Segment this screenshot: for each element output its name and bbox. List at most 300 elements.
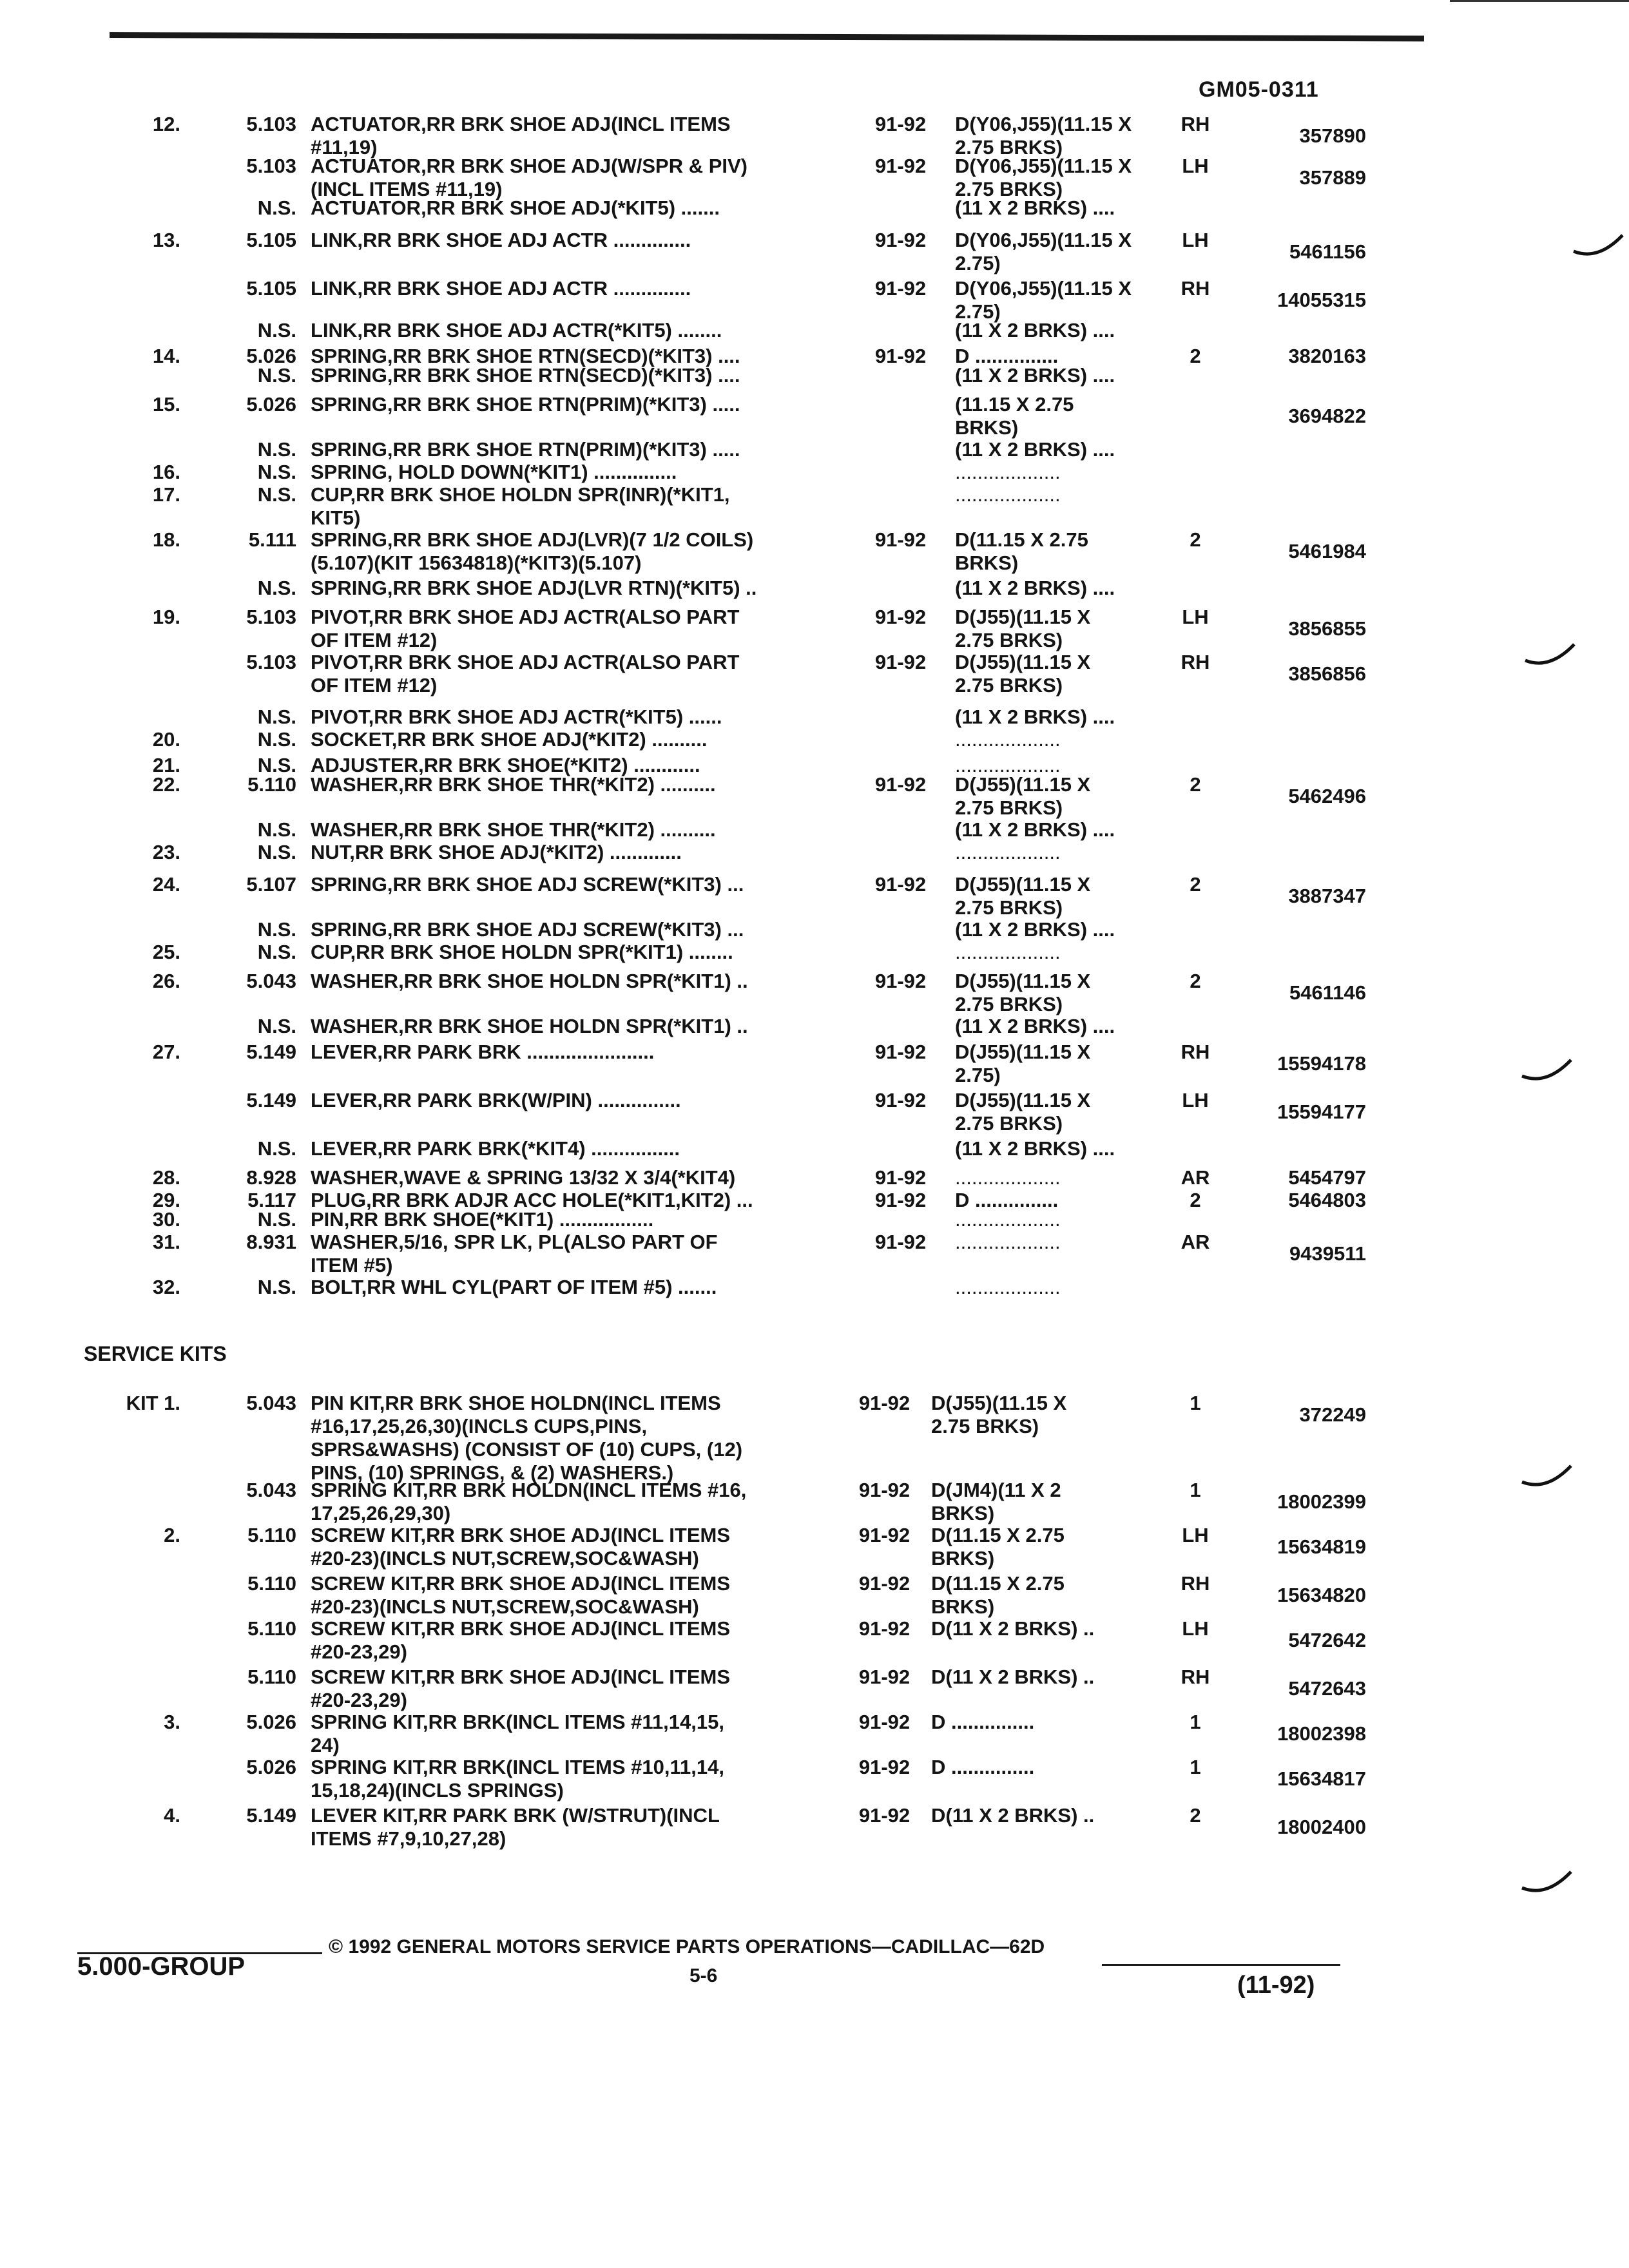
part-name: SPRING: [311, 438, 387, 461]
group-number: 5.043: [246, 1392, 296, 1414]
part-name: NUT: [311, 841, 350, 863]
header-rule: [110, 32, 1424, 41]
model-years: 91-92: [858, 1479, 911, 1501]
binder-mark: [1521, 1057, 1572, 1089]
quantity: RH: [1181, 1666, 1210, 1688]
quantity: RH: [1181, 651, 1210, 673]
quantity: RH: [1181, 1572, 1210, 1595]
usage: [955, 818, 1190, 841]
part-detail: ,RR PARK BRK(*KIT4) ................: [377, 1137, 680, 1160]
part-number: 9439511: [1289, 1242, 1366, 1265]
usage: [955, 277, 1190, 323]
description-line: (INCL ITEMS #11,19): [311, 178, 503, 200]
usage-line-1: D(J55)(11.15 X: [931, 1392, 1067, 1414]
usage-line-1: D ...............: [931, 1711, 1035, 1733]
description-line-1: [311, 1804, 865, 1827]
part-detail: ,RR PARK BRK(W/PIN) ...............: [377, 1089, 681, 1111]
description-line-1: [311, 606, 865, 629]
group-number: 5.026: [246, 393, 296, 416]
description: [311, 706, 865, 729]
usage-line-1: D ...............: [955, 1189, 1059, 1211]
usage: [931, 1392, 1166, 1438]
usage-line-2: BRKS): [931, 1547, 995, 1570]
usage: [955, 229, 1190, 275]
description-line: ITEMS #7,9,10,27,28): [311, 1827, 506, 1850]
quantity: 2: [1190, 1804, 1201, 1827]
description: [311, 113, 865, 159]
usage-line-2: 2.75 BRKS): [931, 1415, 1039, 1437]
part-name: WASHER: [311, 818, 399, 841]
group-number: N.S.: [257, 1015, 296, 1037]
description-line: KIT5): [311, 506, 361, 529]
model-years: 91-92: [874, 606, 927, 628]
part-name: CUP: [311, 483, 351, 506]
quantity: AR: [1181, 1166, 1210, 1189]
usage-line-1: ...................: [955, 1208, 1061, 1231]
part-number: 5472642: [1288, 1629, 1366, 1651]
part-number: 5462496: [1288, 785, 1366, 807]
part-name: WASHER: [311, 1015, 399, 1037]
description-line-1: [311, 1041, 865, 1064]
group-number: 5.110: [247, 773, 296, 796]
description-line-1: [311, 229, 865, 252]
description-line-1: [311, 1137, 865, 1160]
part-detail: , HOLD DOWN(*KIT1) ...............: [387, 461, 677, 483]
group-number: N.S.: [257, 706, 296, 728]
part-name: LINK: [311, 229, 358, 251]
part-name: SCREW KIT: [311, 1524, 421, 1546]
part-detail: ,RR BRK SHOE ADJ(W/SPR & PIV): [421, 155, 748, 177]
description-line-1: [311, 277, 865, 300]
group-number: 5.103: [246, 113, 296, 135]
model-years: 91-92: [874, 1231, 927, 1253]
description: [311, 1756, 865, 1802]
part-detail: ,RR BRK SHOE HOLDN(INCL ITEMS: [379, 1392, 721, 1414]
usage: [931, 1617, 1166, 1640]
model-years: 91-92: [874, 1089, 927, 1111]
quantity: RH: [1181, 113, 1210, 135]
service-kits-title: SERVICE KITS: [84, 1342, 227, 1365]
group-number: N.S.: [257, 918, 296, 941]
usage-line-1: D(JM4)(11 X 2: [931, 1479, 1061, 1501]
quantity: LH: [1182, 1089, 1209, 1111]
description: [311, 841, 865, 864]
description-line-1: [311, 1572, 865, 1595]
part-detail: ,RR BRK SHOE ADJ(*KIT2) ..........: [391, 728, 708, 751]
group-number: 5.043: [246, 970, 296, 992]
description: [311, 773, 865, 796]
usage-line-2: 2.75): [955, 300, 1001, 323]
model-years: 91-92: [858, 1617, 911, 1640]
description-line-1: [311, 1479, 865, 1502]
part-detail: ,WAVE & SPRING 13/32 X 3/4(*KIT4): [398, 1166, 736, 1189]
usage: [931, 1756, 1166, 1779]
description: [311, 1711, 865, 1757]
part-detail: ,RR PARK BRK (W/STRUT)(INCL: [412, 1804, 720, 1827]
item-number: 22.: [152, 773, 180, 796]
group-number: 5.026: [246, 1756, 296, 1778]
part-name: LEVER KIT: [311, 1804, 413, 1827]
model-years: 91-92: [874, 1189, 927, 1211]
item-number: 27.: [152, 1041, 180, 1063]
usage: [955, 393, 1190, 439]
usage: [931, 1479, 1166, 1525]
model-years: 91-92: [858, 1572, 911, 1595]
usage-line-2: BRKS): [955, 552, 1019, 574]
usage-line-2: 2.75 BRKS): [955, 993, 1063, 1015]
description: [311, 364, 865, 387]
model-years: 91-92: [858, 1666, 911, 1688]
part-number: 5464803: [1288, 1189, 1366, 1211]
part-detail: ,RR BRK SHOE ADJ ACTR(*KIT5) ........: [357, 319, 722, 341]
description-line-1: [311, 319, 865, 342]
group-number: 8.931: [246, 1231, 296, 1253]
usage-line-1: (11.15 X 2.75: [955, 393, 1074, 416]
part-name: ADJUSTER: [311, 754, 419, 776]
item-number: 2.: [164, 1524, 180, 1546]
part-detail: ,RR BRK SHOE ADJ(INCL ITEMS: [420, 1617, 731, 1640]
quantity: LH: [1182, 229, 1209, 251]
usage-line-1: ...................: [955, 841, 1061, 863]
usage: [955, 528, 1190, 575]
description-line: 24): [311, 1734, 340, 1756]
usage-line-1: D(11.15 X 2.75: [931, 1572, 1065, 1595]
item-number: 21.: [152, 754, 180, 776]
description: [311, 1479, 865, 1525]
usage-line-1: ...................: [955, 483, 1061, 506]
part-number: 18002400: [1277, 1816, 1366, 1838]
quantity: 1: [1190, 1711, 1201, 1733]
group-number: 5.105: [246, 229, 296, 251]
part-detail: ,RR BRK SHOE ADJ(INCL ITEMS: [420, 1524, 731, 1546]
usage: [955, 706, 1190, 729]
group-number: N.S.: [257, 1208, 296, 1231]
group-number: 5.110: [247, 1666, 296, 1688]
usage-line-1: D(Y06,J55)(11.15 X: [955, 113, 1132, 135]
usage-line-1: (11 X 2 BRKS) ....: [955, 918, 1115, 941]
part-detail: ,RR BRK SHOE RTN(PRIM)(*KIT3) .....: [387, 393, 740, 416]
usage-line-1: D(Y06,J55)(11.15 X: [955, 229, 1132, 251]
usage: [955, 1137, 1190, 1160]
group-number: 5.043: [246, 1479, 296, 1501]
part-detail: ,RR BRK SHOE ADJ(LVR RTN)(*KIT5) ..: [387, 577, 757, 599]
usage-line-1: (11 X 2 BRKS) ....: [955, 818, 1115, 841]
model-years: 91-92: [874, 113, 927, 135]
description-line-1: [311, 1089, 865, 1112]
part-name: SPRING: [311, 364, 387, 387]
group-number: 5.149: [246, 1804, 296, 1827]
description-line-1: [311, 1231, 865, 1254]
usage-line-2: 2.75 BRKS): [955, 796, 1063, 819]
part-detail: ,RR BRK SHOE RTN(PRIM)(*KIT3) .....: [387, 438, 740, 461]
part-name: WASHER: [311, 1231, 399, 1253]
model-years: 91-92: [874, 651, 927, 673]
model-years: 91-92: [874, 873, 927, 896]
model-years: 91-92: [874, 1041, 927, 1063]
part-number: 5461146: [1289, 981, 1366, 1004]
part-detail: ,RR BRK SHOE ADJ SCREW(*KIT3) ...: [387, 918, 744, 941]
description-line-1: [311, 1276, 865, 1299]
part-number: 3856856: [1288, 662, 1366, 685]
description-line: OF ITEM #12): [311, 629, 438, 651]
group-number: N.S.: [257, 364, 296, 387]
group-number: 5.026: [246, 1711, 296, 1733]
description-line: OF ITEM #12): [311, 674, 438, 697]
quantity: AR: [1181, 1231, 1210, 1253]
usage: [955, 438, 1190, 461]
description: [311, 1208, 865, 1231]
description: [311, 1524, 865, 1570]
usage-line-2: 2.75 BRKS): [955, 178, 1063, 200]
description: [311, 277, 865, 300]
item-number: 12.: [152, 113, 180, 135]
group-number: N.S.: [257, 728, 296, 751]
model-years: 91-92: [858, 1756, 911, 1778]
description: [311, 528, 865, 575]
part-name: SPRING KIT: [311, 1479, 423, 1501]
part-detail: ,RR BRK SHOE ADJ(INCL ITEMS: [420, 1666, 731, 1688]
corner-rule: [1450, 0, 1629, 2]
part-number: 15634819: [1277, 1535, 1366, 1558]
description-line-1: [311, 1524, 865, 1547]
part-number: 18002399: [1277, 1490, 1366, 1513]
part-detail: ,RR BRK SHOE ADJ(*KIT2) .............: [349, 841, 682, 863]
group-number: N.S.: [257, 941, 296, 963]
quantity: 2: [1190, 345, 1201, 367]
part-name: LEVER: [311, 1089, 378, 1111]
group-number: 5.149: [246, 1089, 296, 1111]
description: [311, 319, 865, 342]
quantity: 2: [1190, 528, 1201, 551]
item-number: KIT 1.: [126, 1392, 180, 1414]
quantity: RH: [1181, 1041, 1210, 1063]
model-years: 91-92: [858, 1804, 911, 1827]
description-line-1: [311, 1756, 865, 1779]
binder-mark: [1521, 1463, 1572, 1495]
description-line: SPRS&WASHS) (CONSIST OF (10) CUPS, (12): [311, 1438, 743, 1461]
part-detail: ,RR BRK ADJR ACC HOLE(*KIT1,KIT2) ...: [366, 1189, 753, 1211]
usage-line-2: 2.75): [955, 1064, 1001, 1086]
part-detail: ,RR PARK BRK .......................: [377, 1041, 655, 1063]
quantity: LH: [1182, 1617, 1209, 1640]
usage: [931, 1572, 1166, 1619]
description-line-1: [311, 818, 865, 841]
usage: [955, 155, 1190, 201]
item-number: 31.: [152, 1231, 180, 1253]
usage: [955, 1089, 1190, 1135]
usage: [955, 1015, 1190, 1038]
part-number: 3694822: [1288, 405, 1366, 427]
description-line-1: [311, 155, 865, 178]
quantity: LH: [1182, 1524, 1209, 1546]
model-years: 91-92: [874, 345, 927, 367]
usage-line-1: D(11 X 2 BRKS) ..: [931, 1617, 1095, 1640]
item-number: 13.: [152, 229, 180, 251]
usage-line-1: (11 X 2 BRKS) ....: [955, 1015, 1115, 1037]
usage: [955, 1041, 1190, 1087]
part-detail: ,RR BRK SHOE RTN(SECD)(*KIT3) ....: [387, 364, 740, 387]
usage: [955, 319, 1190, 342]
description: [311, 606, 865, 652]
part-number: 5472643: [1288, 1677, 1366, 1700]
item-number: 25.: [152, 941, 180, 963]
description-line-1: [311, 651, 865, 674]
group-number: 5.149: [246, 1041, 296, 1063]
description-line-1: [311, 773, 865, 796]
item-number: 32.: [152, 1276, 180, 1298]
part-number: 15594177: [1277, 1100, 1366, 1123]
group-number: N.S.: [257, 1137, 296, 1160]
usage-line-1: ...................: [955, 754, 1061, 776]
part-number: 3856855: [1288, 617, 1366, 640]
group-number: 5.117: [247, 1189, 296, 1211]
description-line: #20-23,29): [311, 1689, 407, 1711]
quantity: 2: [1190, 1189, 1201, 1211]
usage-line-1: (11 X 2 BRKS) ....: [955, 364, 1115, 387]
usage: [931, 1524, 1166, 1570]
item-number: 24.: [152, 873, 180, 896]
part-name: SPRING KIT: [311, 1711, 423, 1733]
usage: [955, 841, 1190, 864]
description: [311, 1231, 865, 1277]
footer-group-label: 5.000-GROUP: [77, 1952, 246, 1981]
description-line-1: [311, 873, 865, 896]
usage: [955, 113, 1190, 159]
part-detail: ,RR BRK HOLDN(INCL ITEMS #16,: [422, 1479, 747, 1501]
item-number: 26.: [152, 970, 180, 992]
quantity: RH: [1181, 277, 1210, 300]
part-number: 15634820: [1277, 1584, 1366, 1606]
part-name: ACTUATOR: [311, 155, 421, 177]
description: [311, 1572, 865, 1619]
usage-line-1: D ...............: [931, 1756, 1035, 1778]
quantity: 1: [1190, 1479, 1201, 1501]
usage: [955, 1208, 1190, 1231]
part-detail: ,RR BRK SHOE ADJ ACTR(ALSO PART: [368, 606, 740, 628]
group-number: 8.928: [246, 1166, 296, 1189]
usage-line-1: ...................: [955, 461, 1061, 483]
quantity: 1: [1190, 1392, 1201, 1414]
part-name: LEVER: [311, 1041, 378, 1063]
usage-line-1: D(Y06,J55)(11.15 X: [955, 155, 1132, 177]
usage-line-1: D(11.15 X 2.75: [955, 528, 1088, 551]
usage: [955, 1231, 1190, 1254]
usage: [931, 1666, 1166, 1689]
description: [311, 461, 865, 484]
part-name: SPRING: [311, 461, 387, 483]
usage-line-1: ...................: [955, 728, 1061, 751]
quantity: 2: [1190, 773, 1201, 796]
group-number: N.S.: [257, 818, 296, 841]
part-name: SPRING: [311, 345, 387, 367]
description-line-1: [311, 1711, 865, 1734]
description-line-1: [311, 577, 865, 600]
description-line-1: [311, 970, 865, 993]
description-line: PINS, (10) SPRINGS, & (2) WASHERS.): [311, 1461, 674, 1484]
group-number: N.S.: [257, 461, 296, 483]
item-number: 28.: [152, 1166, 180, 1189]
model-years: 91-92: [874, 970, 927, 992]
part-name: BOLT: [311, 1276, 361, 1298]
usage-line-2: 2.75 BRKS): [955, 136, 1063, 159]
quantity: LH: [1182, 606, 1209, 628]
model-years: 91-92: [874, 229, 927, 251]
footer-page-number: 5-6: [689, 1965, 718, 1986]
group-number: N.S.: [257, 438, 296, 461]
part-detail: ,5/16, SPR LK, PL(ALSO PART OF: [398, 1231, 718, 1253]
usage: [955, 577, 1190, 600]
part-number: 14055315: [1277, 289, 1366, 311]
description-line-1: [311, 728, 865, 751]
group-number: N.S.: [257, 197, 296, 219]
part-detail: ,RR BRK SHOE ADJ SCREW(*KIT3) ...: [387, 873, 744, 896]
quantity: 2: [1190, 873, 1201, 896]
description-line-1: [311, 364, 865, 387]
item-number: 16.: [152, 461, 180, 483]
usage-line-1: (11 X 2 BRKS) ....: [955, 1137, 1115, 1160]
description-line-1: [311, 706, 865, 729]
usage: [955, 606, 1190, 652]
part-detail: ,RR WHL CYL(PART OF ITEM #5) .......: [361, 1276, 717, 1298]
item-number: 23.: [152, 841, 180, 863]
usage-line-1: (11 X 2 BRKS) ....: [955, 706, 1115, 728]
usage-line-1: D(11 X 2 BRKS) ..: [931, 1804, 1095, 1827]
description: [311, 438, 865, 461]
description-line-1: [311, 438, 865, 461]
description-line: (5.107)(KIT 15634818)(*KIT3)(5.107): [311, 552, 642, 574]
group-number: 5.103: [246, 155, 296, 177]
model-years: 91-92: [874, 155, 927, 177]
group-number: 5.107: [246, 873, 296, 896]
usage-line-2: BRKS): [931, 1595, 995, 1618]
part-number: 15594178: [1277, 1052, 1366, 1075]
usage-line-2: BRKS): [955, 416, 1019, 439]
binder-mark: [1521, 1869, 1572, 1901]
part-detail: ,RR BRK SHOE ADJ ACTR(*KIT5) ......: [368, 706, 722, 728]
description-line-1: [311, 1666, 865, 1689]
description: [311, 1089, 865, 1112]
item-number: 4.: [164, 1804, 180, 1827]
usage-line-1: D(Y06,J55)(11.15 X: [955, 277, 1132, 300]
group-number: N.S.: [257, 319, 296, 341]
part-name: WASHER: [311, 1166, 399, 1189]
part-name: PIN: [311, 1208, 344, 1231]
footer-rule-right: [1102, 1964, 1340, 1966]
description: [311, 393, 865, 416]
part-name: PIN KIT: [311, 1392, 380, 1414]
description: [311, 941, 865, 964]
usage-line-1: D(J55)(11.15 X: [955, 970, 1091, 992]
usage-line-1: D(J55)(11.15 X: [955, 606, 1091, 628]
description: [311, 1166, 865, 1189]
part-number: 357890: [1299, 124, 1366, 147]
part-detail: ,RR BRK SHOE ADJ(LVR)(7 1/2 COILS): [387, 528, 754, 551]
part-name: PLUG: [311, 1189, 367, 1211]
description: [311, 1276, 865, 1299]
binder-mark: [1572, 232, 1624, 264]
description-line-1: [311, 113, 865, 136]
usage: [955, 728, 1190, 751]
usage-line-1: ...................: [955, 1231, 1061, 1253]
usage-line-1: ...................: [955, 1276, 1061, 1298]
part-name: SCREW KIT: [311, 1617, 421, 1640]
usage: [955, 461, 1190, 484]
part-name: SPRING: [311, 577, 387, 599]
usage-line-1: ...................: [955, 941, 1061, 963]
group-number: 5.103: [246, 651, 296, 673]
part-name: SPRING: [311, 873, 387, 896]
part-name: SOCKET: [311, 728, 392, 751]
